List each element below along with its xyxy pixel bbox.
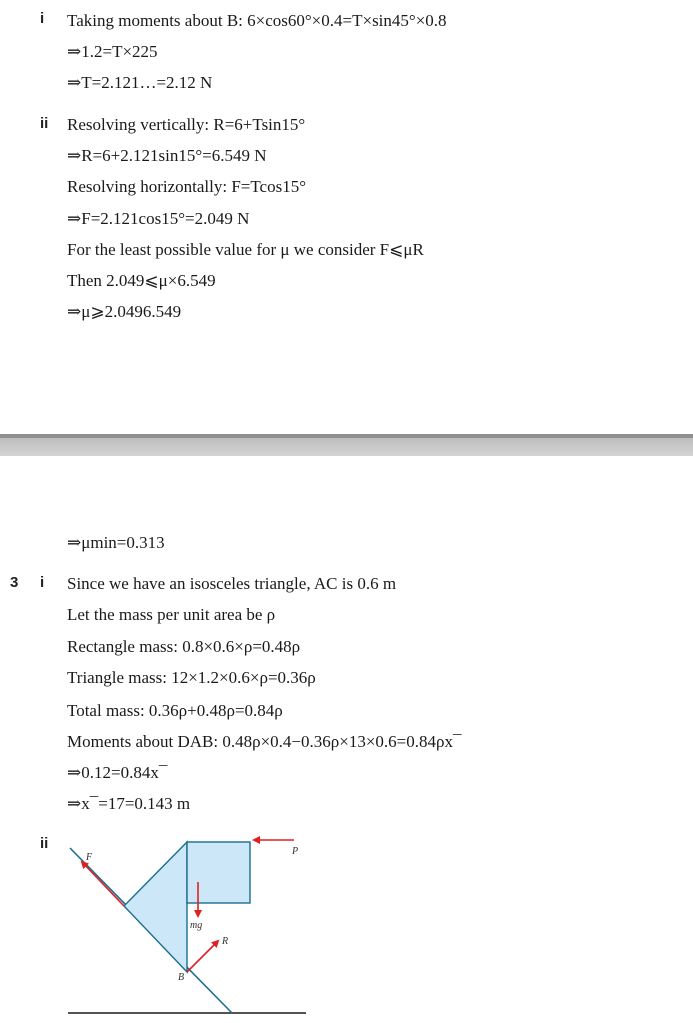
label-f: F (86, 852, 93, 863)
force-r-arrow (187, 941, 218, 972)
force-f-arrow (82, 862, 124, 906)
solution-line: Taking moments about B: 6×cos60°×0.4=T×sin45°×0.8 (67, 11, 447, 30)
solution-line: ⇒μmin=0.313 (67, 533, 165, 552)
solution-line: Total mass: 0.36ρ+0.48ρ=0.84ρ (67, 701, 283, 720)
solution-line: For the least possible value for μ we consider F⩽μR (67, 240, 424, 259)
solution-line: ⇒T=2.121…=2.12 N (67, 73, 213, 92)
solution-line: Rectangle mass: 0.8×0.6×ρ=0.48ρ (67, 637, 301, 656)
page-break (0, 434, 693, 456)
label-p: P (292, 846, 299, 857)
solution-line: Resolving vertically: R=6+Tsin15° (67, 115, 306, 134)
solution-line: ⇒R=6+2.121sin15°=6.549 N (67, 146, 267, 165)
label-b: B (178, 972, 185, 983)
solution-line: ⇒0.12=0.84x¯ (67, 763, 168, 782)
label-mg: mg (190, 920, 203, 931)
part-marker-i: i (40, 574, 45, 591)
part-marker-ii: ii (40, 115, 49, 132)
label-r: R (222, 936, 229, 947)
solution-line: Since we have an isosceles triangle, AC is 0.6 m (67, 574, 397, 593)
solution-line: Moments about DAB: 0.48ρ×0.4−0.36ρ×13×0.6=0.84ρx¯ (67, 732, 462, 751)
solution-line: Then 2.049⩽μ×6.549 (67, 271, 216, 290)
solution-line: ⇒μ⩾2.0496.549 (67, 302, 182, 321)
triangle-lamina (124, 842, 187, 972)
part-marker-ii: ii (40, 835, 49, 852)
rectangle-lamina (187, 842, 250, 903)
solution-line: ⇒F=2.121cos15°=2.049 N (67, 209, 250, 228)
solution-line: ⇒1.2=T×225 (67, 42, 158, 61)
question-number-3: 3 (10, 574, 19, 591)
part-marker-i: i (40, 10, 45, 27)
solution-line: Resolving horizontally: F=Tcos15° (67, 177, 307, 196)
solution-line: Let the mass per unit area be ρ (67, 605, 276, 624)
lamina-diagram (60, 830, 320, 1020)
solution-line: ⇒x¯=17=0.143 m (67, 794, 191, 813)
solution-line: Triangle mass: 12×1.2×0.6×ρ=0.36ρ (67, 668, 316, 687)
